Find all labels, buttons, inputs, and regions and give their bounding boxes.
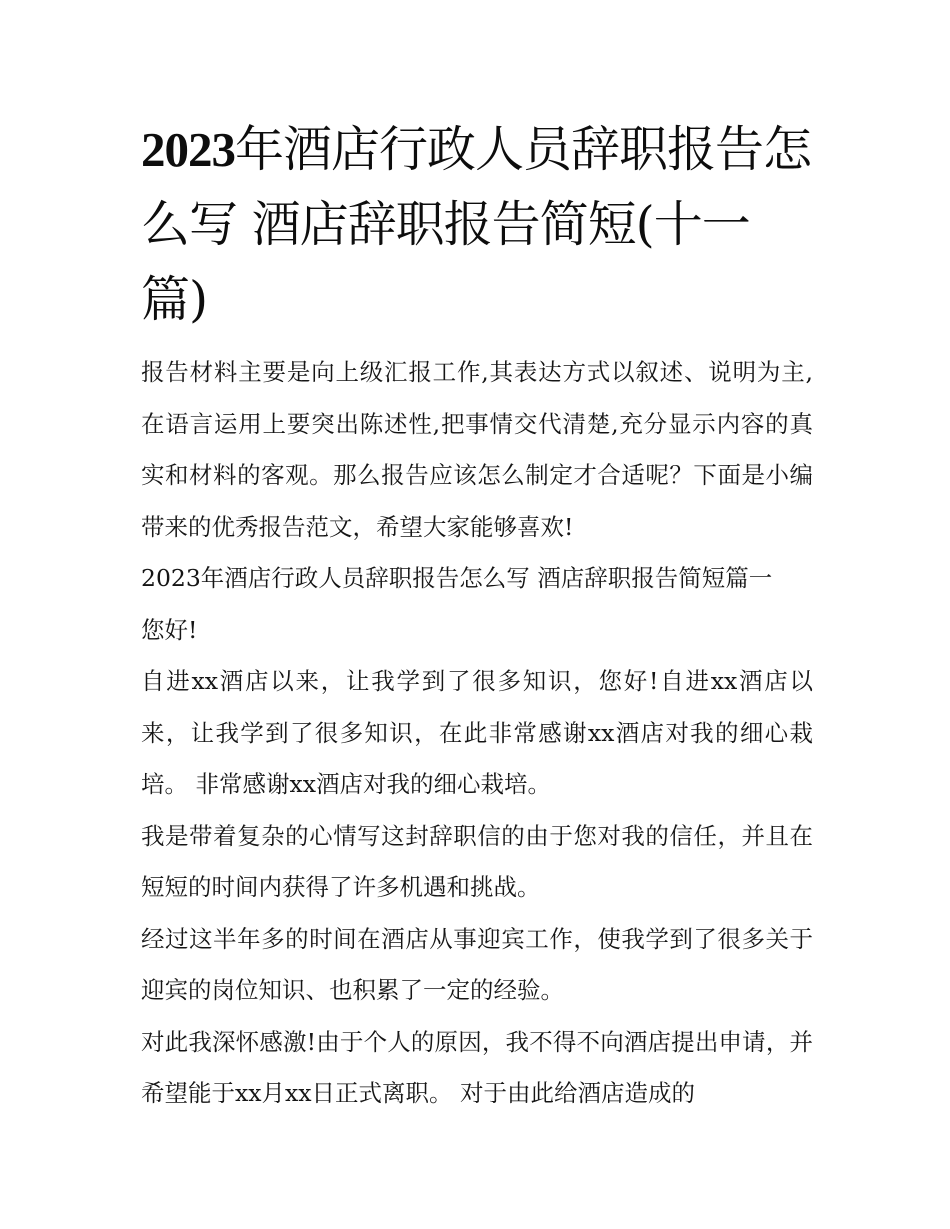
greeting-paragraph: 您好! <box>141 615 198 644</box>
body-paragraph: 经过这半年多的时间在酒店从事迎宾工作，使我学到了很多关于迎宾的岗位知识、也积累了一定的经验。 <box>141 924 813 1004</box>
body-paragraph: 对此我深怀感激!由于个人的原因，我不得不向酒店提出申请，并希望能于xx月xx日正式离职。 对于由此给酒店造成的 <box>141 1027 813 1107</box>
body-paragraph: 自进xx酒店以来，让我学到了很多知识，您好!自进xx酒店以来，让我学到了很多知识，在此非常感谢xx酒店对我的细心栽培。 非常感谢xx酒店对我的细心栽培。 <box>141 667 813 798</box>
body-paragraph: 我是带着复杂的心情写这封辞职信的由于您对我的信任，并且在短短的时间内获得了许多机遇和挑战。 <box>141 821 813 901</box>
title-text: 年酒店行政人员辞职报告怎么写 酒店辞职报告简短(十一篇) <box>141 121 812 328</box>
intro-paragraph: 报告材料主要是向上级汇报工作,其表达方式以叙述、说明为主,在语言运用上要突出陈述性,把事情交代清楚,充分显示内容的真实和材料的客观。那么报告应该怎么制定才合适呢？下面是小编带来的优秀报告范文，希望大家能够喜欢! <box>141 358 813 541</box>
title-year: 2023 <box>141 122 235 177</box>
section-heading: 2023年酒店行政人员辞职报告怎么写 酒店辞职报告简短篇一 <box>141 564 773 592</box>
document-page <box>141 112 813 1120</box>
document-title <box>141 112 813 337</box>
